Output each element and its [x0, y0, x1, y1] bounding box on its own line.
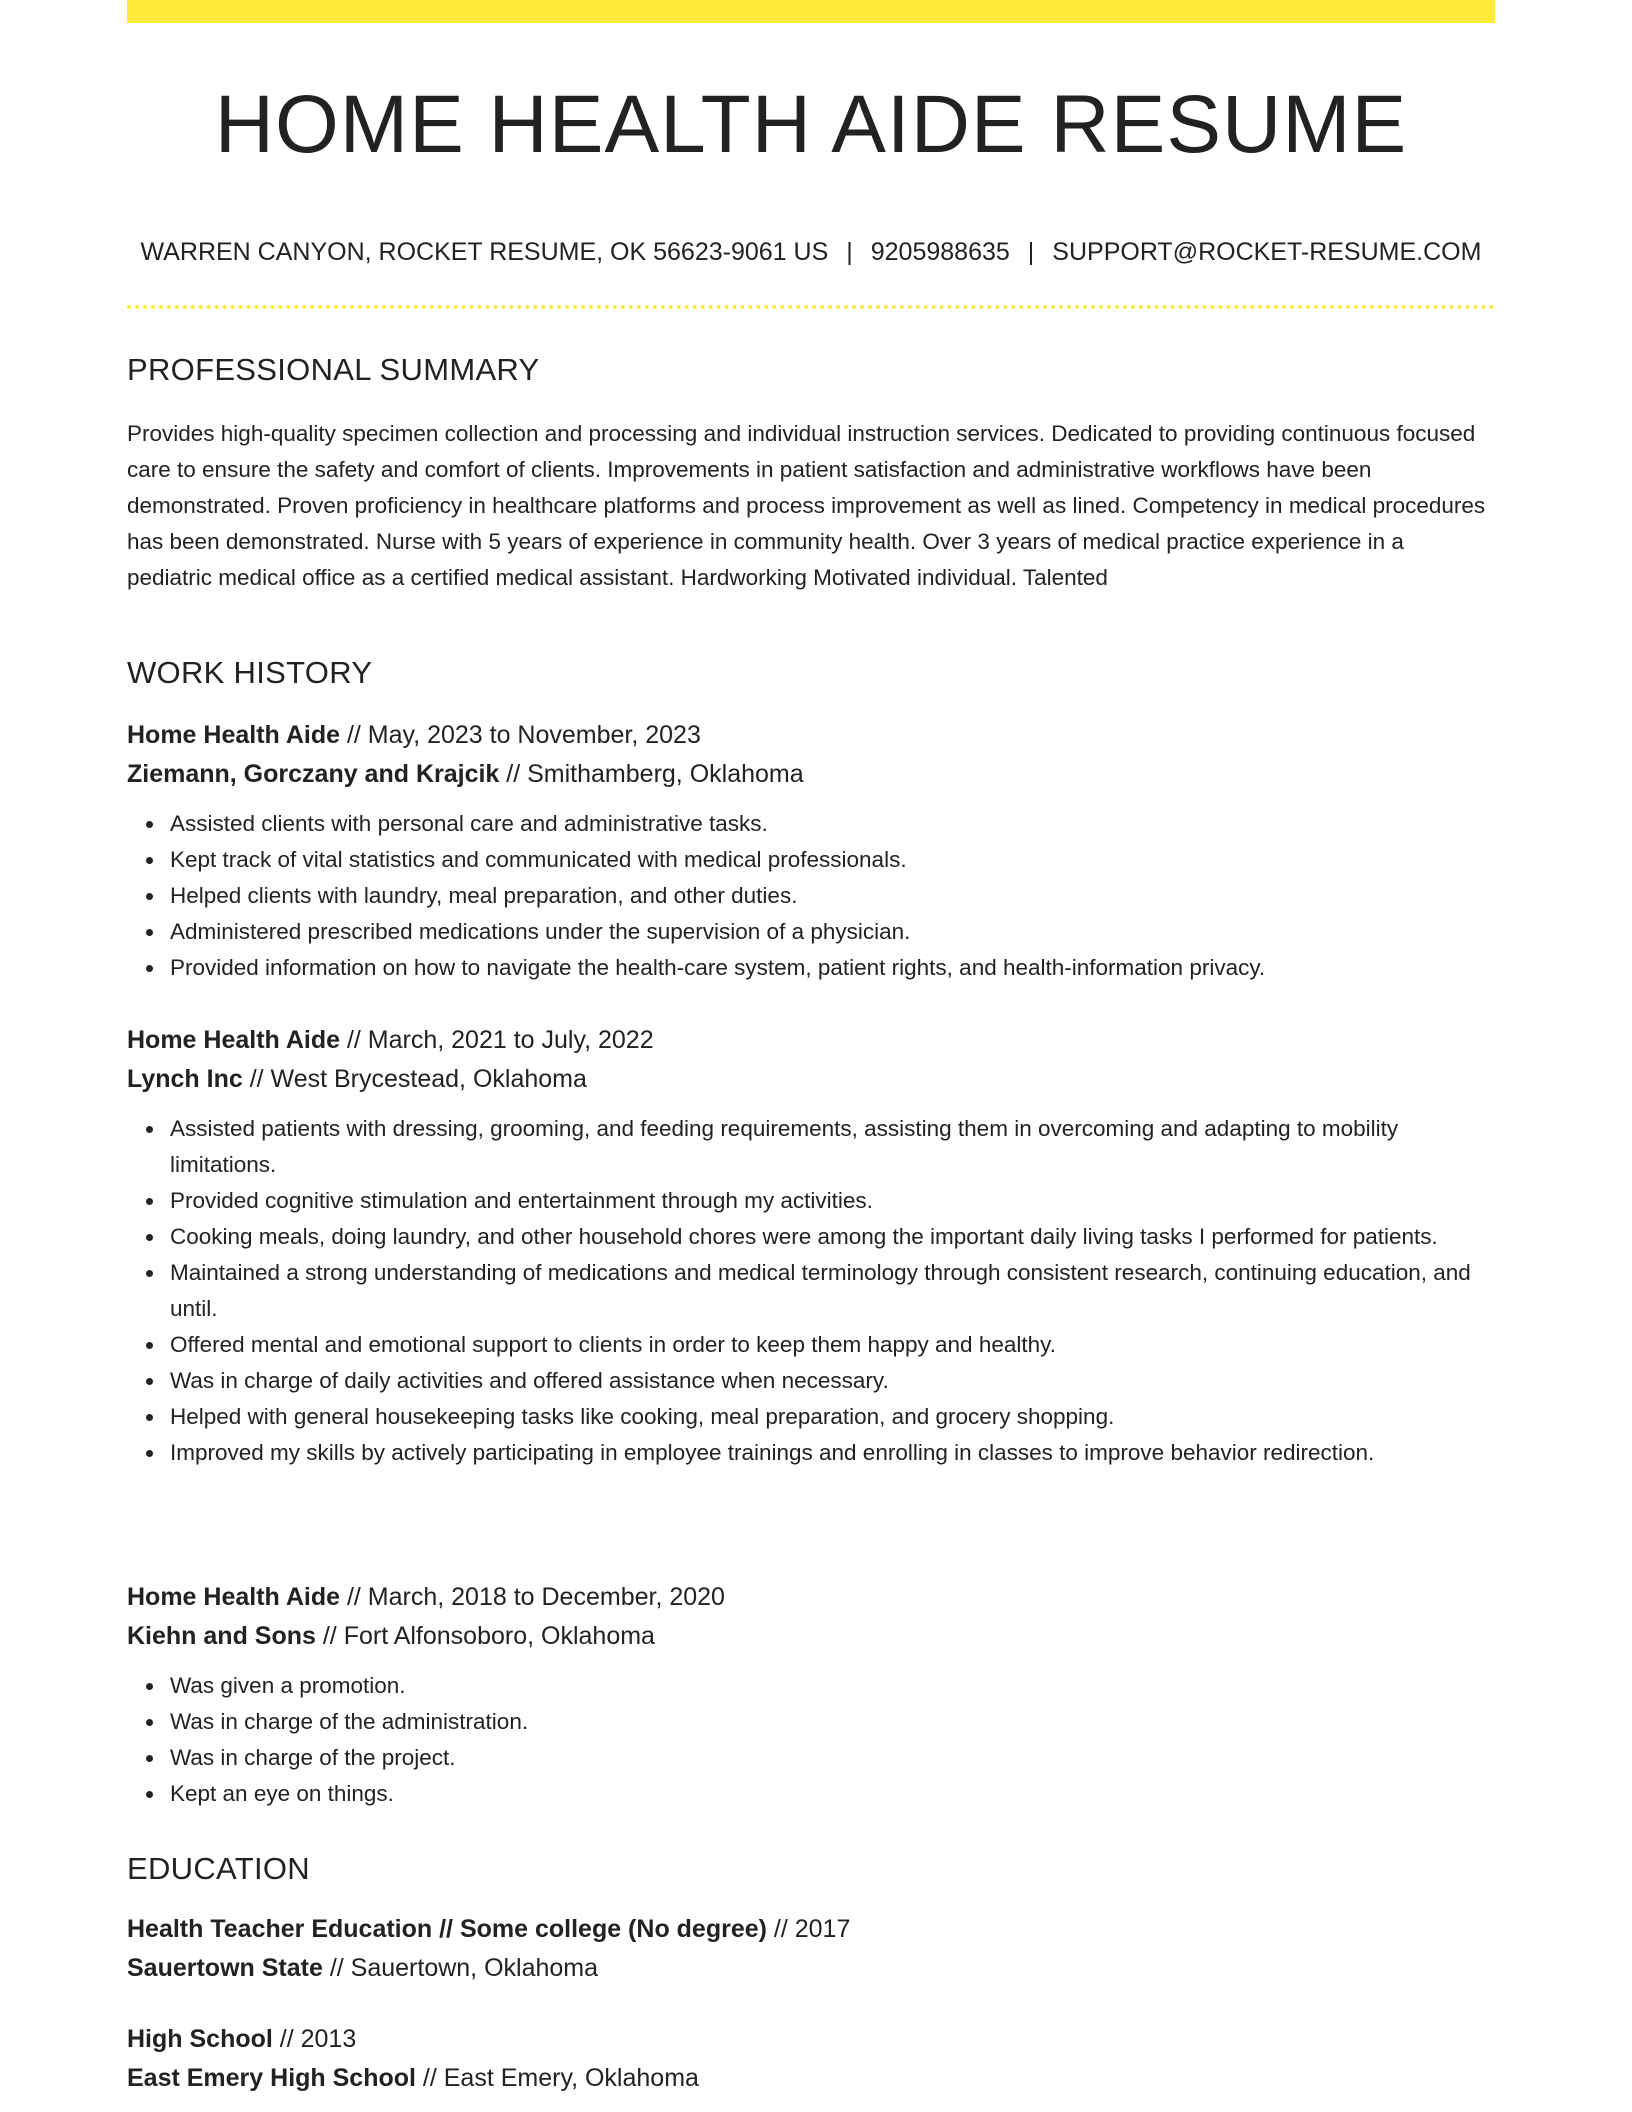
- job-entry: [127, 1578, 1495, 1812]
- job-entry: [127, 1021, 1495, 1471]
- bullet-item: Kept an eye on things.: [170, 1776, 1495, 1812]
- job-bullets: [127, 1111, 1495, 1471]
- job-dates: // May, 2023 to November, 2023: [340, 721, 701, 749]
- contact-separator: |: [1027, 238, 1035, 266]
- bullet-item: Was in charge of the project.: [170, 1740, 1495, 1776]
- job-title-line: [127, 1578, 1495, 1617]
- bullet-item: Provided cognitive stimulation and entertainment through my activities.: [170, 1183, 1495, 1219]
- education-degree-line: [127, 1910, 1495, 1949]
- education-degree-line: [127, 2020, 1495, 2059]
- job-bullets: [127, 1668, 1495, 1812]
- bullet-item: Was in charge of daily activities and offered assistance when necessary.: [170, 1363, 1495, 1399]
- summary-text: Provides high-quality specimen collection and processing and individual instruction services. Dedicated to providing continuous focused care to ensure the safety and comfort of clients. Improvements in patient satisfaction and administrative workflows have been demonstrated. Proven proficiency in healthcare platforms and process improvement as well as lined. Competency in medical procedures has been demonstrated. Nurse with 5 years of experience in community health. Over 3 years of medical practice experience in a pediatric medical office as a certified medical assistant. Hardworking Motivated individual. Talented: [127, 421, 1486, 590]
- education-degree: High School: [127, 2025, 273, 2053]
- job-entry: [127, 716, 1495, 986]
- bullet-item: Maintained a strong understanding of medications and medical terminology through consistent research, continuing education, and until.: [170, 1255, 1495, 1327]
- contact-address: WARREN CANYON, ROCKET RESUME, OK 56623-9061 US: [140, 238, 829, 266]
- job-location: // Fort Alfonsoboro, Oklahoma: [315, 1622, 655, 1650]
- education-year: // 2017: [766, 1915, 851, 1943]
- contact-separator: |: [846, 238, 853, 266]
- work-history-heading: WORK HISTORY: [127, 655, 373, 690]
- job-dates: // March, 2018 to December, 2020: [340, 1583, 725, 1611]
- education-location: // East Emery, Oklahoma: [415, 2064, 699, 2092]
- bullet-item: Was given a promotion.: [170, 1668, 1495, 1704]
- education-degree: Health Teacher Education // Some college (No degree): [127, 1915, 767, 1943]
- bullet-item: Kept track of vital statistics and communicated with medical professionals.: [170, 842, 1495, 878]
- education-entry: [127, 1910, 1495, 1988]
- bullet-item: Cooking meals, doing laundry, and other household chores were among the important daily living tasks I performed for patients.: [170, 1219, 1495, 1255]
- bullet-item: Helped clients with laundry, meal preparation, and other duties.: [170, 878, 1495, 914]
- education-year: // 2013: [272, 2025, 357, 2053]
- dotted-divider: [127, 305, 1495, 309]
- education-heading: EDUCATION: [127, 1851, 310, 1886]
- education-school: East Emery High School: [127, 2064, 416, 2092]
- contact-phone: 9205988635: [870, 238, 1010, 266]
- bullet-item: Assisted patients with dressing, grooming, and feeding requirements, assisting them in overcoming and adapting to mobility limitations.: [170, 1111, 1495, 1183]
- education-entry: [127, 2020, 1495, 2098]
- job-company-line: [127, 1060, 1495, 1099]
- education-school-line: [127, 2059, 1495, 2098]
- education-school-line: [127, 1949, 1495, 1988]
- job-company-line: [127, 755, 1495, 794]
- bullet-item: Helped with general housekeeping tasks like cooking, meal preparation, and grocery shopping.: [170, 1399, 1495, 1435]
- job-location: // Smithamberg, Oklahoma: [499, 760, 804, 788]
- job-title: Home Health Aide: [127, 1026, 341, 1054]
- contact-info: [127, 238, 1495, 267]
- job-title: Home Health Aide: [127, 1583, 341, 1611]
- job-title-line: [127, 1021, 1495, 1060]
- contact-email: SUPPORT@ROCKET-RESUME.COM: [1052, 238, 1482, 266]
- summary-heading: PROFESSIONAL SUMMARY: [127, 352, 540, 387]
- education-school: Sauertown State: [127, 1954, 323, 1982]
- job-company: Ziemann, Gorczany and Krajcik: [127, 760, 500, 788]
- bullet-item: Offered mental and emotional support to clients in order to keep them happy and healthy.: [170, 1327, 1495, 1363]
- job-title: Home Health Aide: [127, 721, 341, 749]
- bullet-item: Provided information on how to navigate the health-care system, patient rights, and health-information privacy.: [170, 950, 1495, 986]
- job-company: Lynch Inc: [127, 1065, 243, 1093]
- job-company: Kiehn and Sons: [127, 1622, 316, 1650]
- bullet-item: Improved my skills by actively participating in employee trainings and enrolling in classes to improve behavior redirection.: [170, 1435, 1495, 1471]
- bullet-item: Assisted clients with personal care and administrative tasks.: [170, 806, 1495, 842]
- job-bullets: [127, 806, 1495, 986]
- job-title-line: [127, 716, 1495, 755]
- bullet-item: Administered prescribed medications under the supervision of a physician.: [170, 914, 1495, 950]
- bullet-item: Was in charge of the administration.: [170, 1704, 1495, 1740]
- job-dates: // March, 2021 to July, 2022: [340, 1026, 654, 1054]
- job-company-line: [127, 1617, 1495, 1656]
- accent-bar: [127, 0, 1495, 23]
- education-location: // Sauertown, Oklahoma: [322, 1954, 599, 1982]
- resume-title: HOME HEALTH AIDE RESUME: [214, 79, 1408, 170]
- job-location: // West Brycestead, Oklahoma: [242, 1065, 587, 1093]
